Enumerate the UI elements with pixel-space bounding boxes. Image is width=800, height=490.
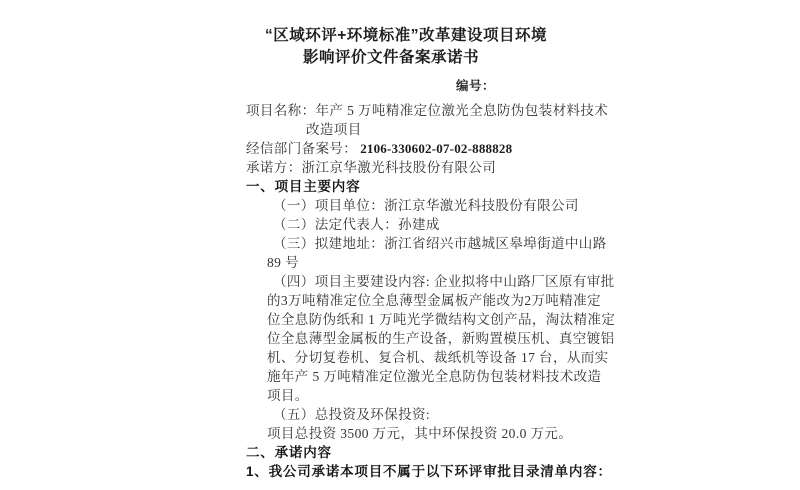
field-record-number-value: 2106-330602-07-02-888828 <box>360 141 513 156</box>
field-project-name: 项目名称：年产 5 万吨精准定位激光全息防伪包装材料技术 <box>246 103 609 118</box>
section1-construction-line7: 项目。 <box>267 388 309 403</box>
section1-item-construction-content: （四）项目主要建设内容: 企业拟将中山路厂区原有审批 <box>273 274 615 289</box>
section2-heading: 二、承诺内容 <box>246 445 332 460</box>
document-body <box>246 101 676 481</box>
document-title-line2: 影响评价文件备案承诺书 <box>302 49 479 66</box>
field-project-name-continuation: 改造项目 <box>306 122 362 137</box>
field-record-number-label: 经信部门备案号： <box>246 141 358 156</box>
field-record-number <box>246 139 676 158</box>
serial-number-label: 编号： <box>456 79 496 93</box>
section1-heading: 一、项目主要内容 <box>246 179 361 194</box>
section1-item-legal-rep: （二）法定代表人：孙建成 <box>273 217 440 232</box>
document-title-line1: “区域环评+环境标准”改革建设项目环境 <box>264 27 548 44</box>
section1-construction-line2: 的3万吨精准定位全息薄型金属板产能改为2万吨精准定 <box>267 293 601 308</box>
section1-item-investment: （五）总投资及环保投资: <box>273 407 431 422</box>
section1-construction-line4: 位全息薄型金属板的生产设备，新购置模压机、真空镀铝 <box>267 331 615 346</box>
section1-item-address-continuation: 89 号 <box>267 255 299 270</box>
section1-construction-line6: 施年产 5 万吨精准定位激光全息防伪包装材料技术改造 <box>267 369 602 384</box>
section1-construction-line5: 机、分切复卷机、复合机、裁纸机等设备 17 台，从而实 <box>267 350 609 365</box>
field-promisor: 承诺方：浙江京华激光科技股份有限公司 <box>246 160 497 175</box>
section1-item-address: （三）拟建地址：浙江省绍兴市越城区皋埠街道中山路 <box>273 236 607 251</box>
section1-construction-line3: 位全息防伪纸和 1 万吨光学微结构文创产品，淘汰精准定 <box>267 312 616 327</box>
section2-first-item: 1、我公司承诺本项目不属于以下环评审批目录清单内容： <box>246 464 612 479</box>
document-title <box>0 25 800 69</box>
section1-investment-detail: 项目总投资 3500 万元，其中环保投资 20.0 万元。 <box>267 426 573 441</box>
section1-item-unit: （一）项目单位：浙江京华激光科技股份有限公司 <box>273 198 579 213</box>
